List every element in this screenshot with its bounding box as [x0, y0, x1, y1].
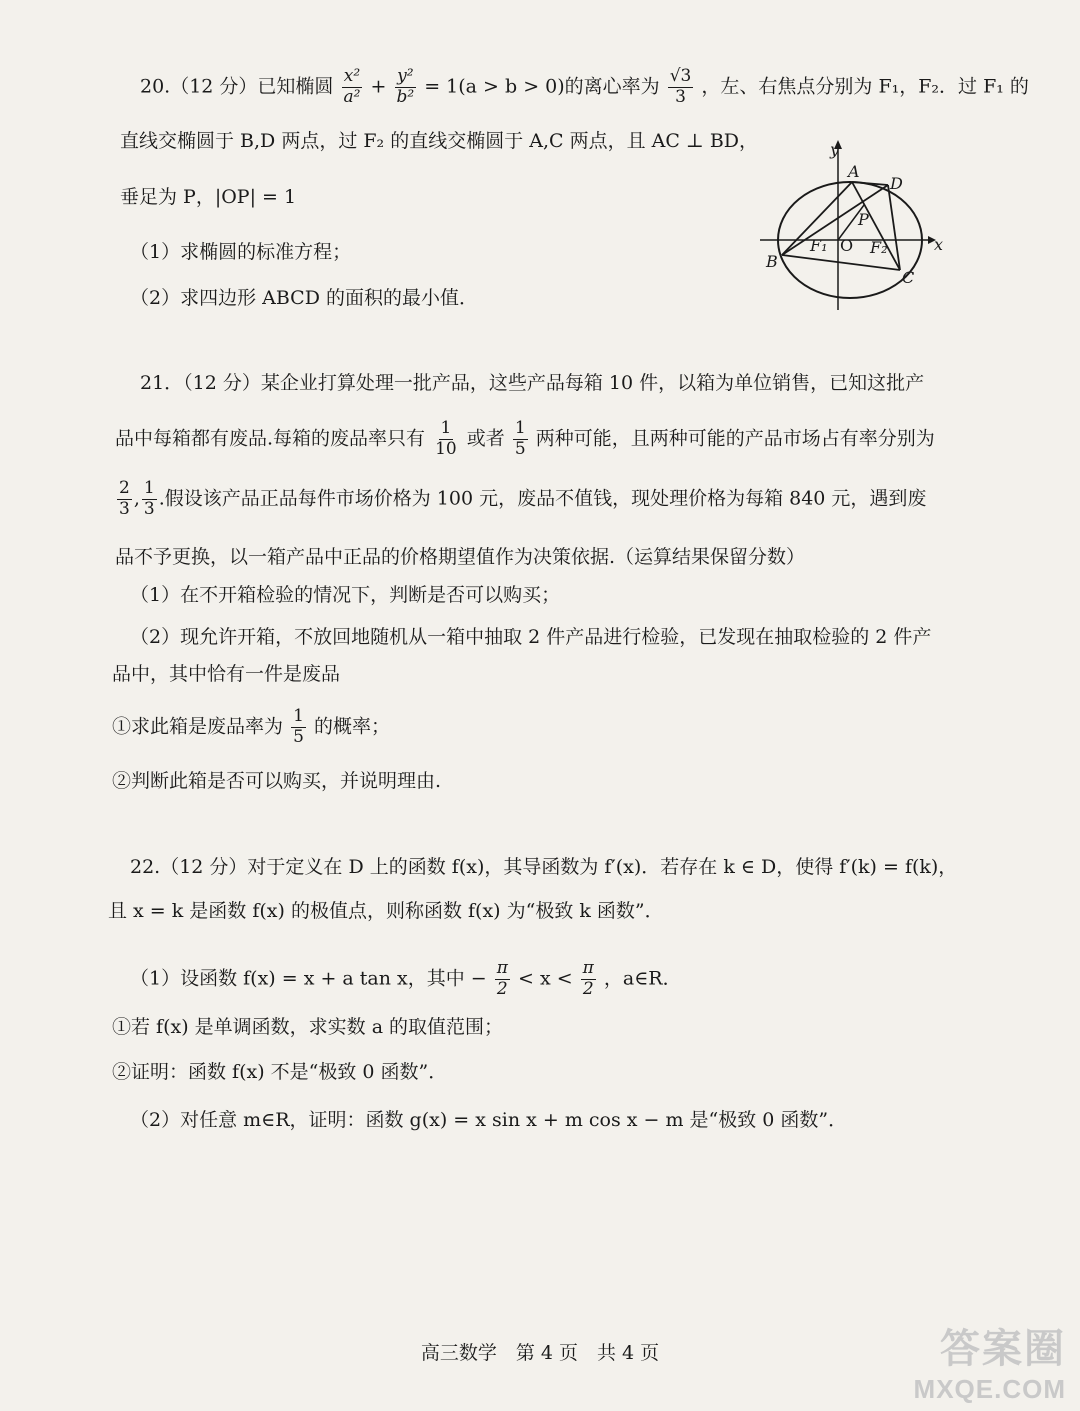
label-o: O [840, 236, 854, 255]
frac-1-5-b [291, 708, 306, 747]
label-d: D [890, 174, 903, 193]
frac-num: 1 [440, 418, 452, 438]
q20-line2: 直线交椭圆于 B,D 两点，过 F₂ 的直线交椭圆于 A,C 两点，且 AC ⊥ BD， [120, 130, 759, 152]
q21-sub1-text-b: 的概率； [313, 715, 390, 738]
frac-y2-b2 [394, 68, 416, 107]
label-x: x [934, 235, 944, 254]
frac-den: 3 [675, 86, 686, 107]
frac-den: 3 [119, 498, 130, 519]
frac-den: 2 [496, 978, 508, 999]
label-b: B [766, 252, 778, 271]
q22-part2: （2）对任意 m∈R，证明：函数 g(x) = x sin x + m cos x − m 是“极致 0 函数”． [130, 1109, 848, 1131]
q21-sub1 [112, 708, 390, 747]
q22-line2: 且 x = k 是函数 f(x) 的极值点，则称函数 f(x) 为“极致 k 函数”． [108, 900, 664, 922]
q21-sub1-text-a: ①求此箱是废品率为 [112, 715, 284, 738]
frac-den: 5 [514, 438, 526, 459]
q22-sub1: ①若 f(x) 是单调函数，求实数 a 的取值范围； [112, 1016, 504, 1038]
q20-text-a: 20.（12 分）已知椭圆 [140, 75, 334, 98]
frac-den: 2 [582, 978, 594, 999]
frac-1-5 [513, 420, 528, 459]
q21-line4: 品不予更换，以一箱产品中正品的价格期望值作为决策依据.（运算结果保留分数） [115, 546, 806, 568]
frac-num: 2 [119, 478, 130, 498]
label-p: P [858, 210, 869, 229]
label-a: A [848, 162, 860, 181]
q22-line1: 22.（12 分）对于定义在 D 上的函数 f(x)，其导函数为 f′(x)．若存在 k ∈ D，使得 f′(k) = f(k)， [130, 856, 958, 878]
frac-den: 3 [143, 498, 155, 519]
frac-num: √3 [669, 66, 692, 86]
q22-part1 [130, 960, 682, 999]
ellipse-figure [760, 135, 960, 315]
label-f1: F₁ [810, 236, 828, 255]
q22-p1-text-c: ，a∈R． [603, 967, 682, 990]
q22-p1-text-b: < x < [517, 967, 573, 990]
frac-x2-a2 [341, 68, 362, 107]
frac-2-3 [117, 480, 132, 519]
page-footer: 高三数学 第 4 页 共 4 页 [420, 1342, 660, 1364]
q21-part1: （1）在不开箱检验的情况下，判断是否可以购买； [130, 584, 561, 606]
q22-sub2: ②证明：函数 f(x) 不是“极致 0 函数”． [112, 1061, 448, 1083]
q20-line1 [140, 68, 1029, 107]
q21-sub2: ②判断此箱是否可以购买，并说明理由. [112, 770, 442, 792]
q21-part2-line2: 品中，其中恰有一件是废品 [112, 663, 341, 685]
label-c: C [902, 268, 915, 287]
frac-den: 10 [435, 438, 457, 459]
plus-sign: + [370, 75, 387, 98]
q20-eq: = 1(a > b > 0)的离心率为 [424, 75, 660, 98]
frac-den: b² [396, 86, 415, 107]
frac-num: π [582, 958, 594, 978]
q22-p1-text-a: （1）设函数 f(x) = x + a tan x，其中 − [130, 967, 487, 990]
q21-text-a: 品中每箱都有废品.每箱的废品率只有 [115, 427, 426, 450]
q21-line1: 21．（12 分）某企业打算处理一批产品，这些产品每箱 10 件，以箱为单位销售，已知这批产 [140, 372, 925, 394]
q21-part2-line1: （2）现允许开箱，不放回地随机从一箱中抽取 2 件产品进行检验，已发现在抽取检验的 2 件产 [130, 626, 932, 648]
frac-den: 5 [293, 726, 304, 747]
frac-1-3 [142, 480, 157, 519]
q20-part2: （2）求四边形 ABCD 的面积的最小值． [130, 287, 478, 309]
frac-pi-2-left [495, 960, 510, 999]
q20-part1: （1）求椭圆的标准方程； [130, 241, 352, 263]
frac-pi-2-right [581, 960, 596, 999]
watermark [914, 1317, 1066, 1405]
label-y: y [830, 140, 840, 159]
frac-num: y² [397, 66, 414, 86]
frac-num: 1 [143, 478, 155, 498]
frac-den: a² [343, 86, 361, 107]
q20-line3: 垂足为 P，|OP| = 1 [120, 186, 297, 208]
q20-text-b: ，左、右焦点分别为 F₁，F₂．过 F₁ 的 [701, 75, 1029, 98]
watermark-logo: 答案圈 [940, 1327, 1066, 1371]
frac-sqrt3-3 [668, 68, 694, 107]
label-f2: F₂ [870, 238, 888, 257]
q21-line3 [115, 480, 926, 519]
q21-text-c: 两种可能，且两种可能的产品市场占有率分别为 [535, 427, 935, 450]
frac-1-10 [433, 420, 459, 459]
watermark-url: MXQE.COM [913, 1374, 1066, 1404]
q21-text-l3: .假设该产品正品每件市场价格为 100 元，废品不值钱，现处理价格为每箱 840 元，遇到废 [158, 487, 927, 510]
frac-num: 1 [514, 418, 526, 438]
edge-bc [782, 255, 900, 270]
comma: , [133, 487, 140, 510]
frac-num: 1 [293, 706, 304, 726]
q21-text-b: 或者 [466, 427, 505, 450]
frac-num: x² [343, 66, 361, 86]
q21-line2 [115, 420, 935, 459]
frac-num: π [496, 958, 508, 978]
